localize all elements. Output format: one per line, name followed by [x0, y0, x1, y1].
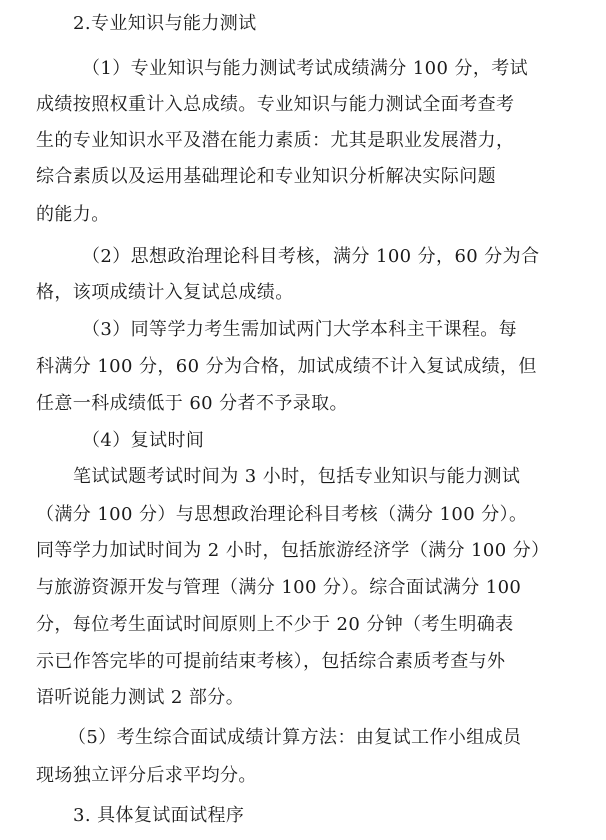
paragraph-line: 的能力。 — [36, 204, 110, 225]
paragraph-line: 示已作答完毕的可提前结束考核），包括综合素质考查与外 — [36, 651, 506, 672]
paragraph-line: （1）专业知识与能力测试考试成绩满分 100 分，考试 — [82, 58, 529, 79]
section-heading-3: 3. 具体复试面试程序 — [73, 805, 245, 826]
paragraph-line: （满分 100 分）与思想政治理论科目考核（满分 100 分）。 — [36, 504, 528, 525]
paragraph-line: 分，每位考生面试时间原则上不少于 20 分钟（考生明确表 — [36, 614, 514, 635]
paragraph-line: 与旅游资源开发与管理（满分 100 分）。综合面试满分 100 — [36, 577, 522, 598]
paragraph-line: 笔试试题考试时间为 3 小时，包括专业知识与能力测试 — [73, 466, 521, 487]
paragraph-line: （2）思想政治理论科目考核，满分 100 分，60 分为合 — [82, 246, 540, 267]
paragraph-line: 现场独立评分后求平均分。 — [36, 765, 257, 786]
paragraph-line: 科满分 100 分，60 分为合格，加试成绩不计入复试成绩，但 — [36, 356, 537, 377]
paragraph-line: （3）同等学力考生需加试两门大学本科主干课程。每 — [82, 319, 518, 340]
section-heading-2: 2.专业知识与能力测试 — [73, 13, 257, 34]
paragraph-line: 语听说能力测试 2 部分。 — [36, 687, 245, 708]
paragraph-line: （5）考生综合面试成绩计算方法：由复试工作小组成员 — [68, 727, 522, 748]
paragraph-line: 综合素质以及运用基础理论和专业知识分析解决实际问题 — [36, 166, 496, 187]
subsection-heading: （4）复试时间 — [82, 430, 205, 451]
paragraph-line: 生的专业知识水平及潜在能力素质：尤其是职业发展潜力， — [36, 130, 515, 151]
paragraph-line: 格，该项成绩计入复试总成绩。 — [36, 282, 294, 303]
paragraph-line: 同等学力加试时间为 2 小时，包括旅游经济学（满分 100 分） — [36, 540, 550, 561]
paragraph-line: 任意一科成绩低于 60 分者不予录取。 — [36, 393, 348, 414]
paragraph-line: 成绩按照权重计入总成绩。专业知识与能力测试全面考查考 — [36, 94, 515, 115]
